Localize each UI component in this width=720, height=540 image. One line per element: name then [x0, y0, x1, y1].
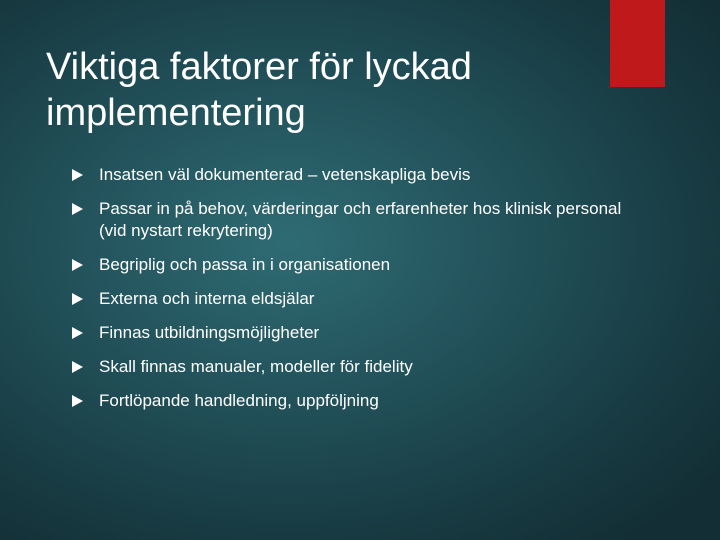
- bullet-text: Begriplig och passa in i organisationen: [99, 255, 391, 274]
- bullet-text: Passar in på behov, värderingar och erfarenheter hos klinisk personal (vid nystart rekrytering): [99, 199, 622, 240]
- slide-title: Viktiga faktorer för lyckad implementering: [46, 46, 472, 134]
- triangle-right-icon: [72, 395, 83, 407]
- bullet-text: Externa och interna eldsjälar: [99, 289, 315, 308]
- bullet-text: Finnas utbildningsmöjligheter: [99, 323, 320, 342]
- triangle-right-icon: [72, 361, 83, 373]
- bullet-text: Skall finnas manualer, modeller för fidelity: [99, 357, 413, 376]
- bullet-item: [72, 322, 632, 344]
- triangle-right-icon: [72, 259, 83, 271]
- bullet-item: [72, 164, 632, 186]
- bullet-text: Fortlöpande handledning, uppföljning: [99, 391, 379, 410]
- accent-bar: [610, 0, 665, 87]
- triangle-right-icon: [72, 293, 83, 305]
- bullet-list: [72, 164, 632, 424]
- bullet-text: Insatsen väl dokumenterad – vetenskapliga bevis: [99, 165, 471, 184]
- triangle-right-icon: [72, 327, 83, 339]
- bullet-item: [72, 288, 632, 310]
- bullet-item: [72, 390, 632, 412]
- bullet-item: [72, 198, 632, 242]
- triangle-right-icon: [72, 169, 83, 181]
- bullet-item: [72, 254, 632, 276]
- triangle-right-icon: [72, 203, 83, 215]
- bullet-item: [72, 356, 632, 378]
